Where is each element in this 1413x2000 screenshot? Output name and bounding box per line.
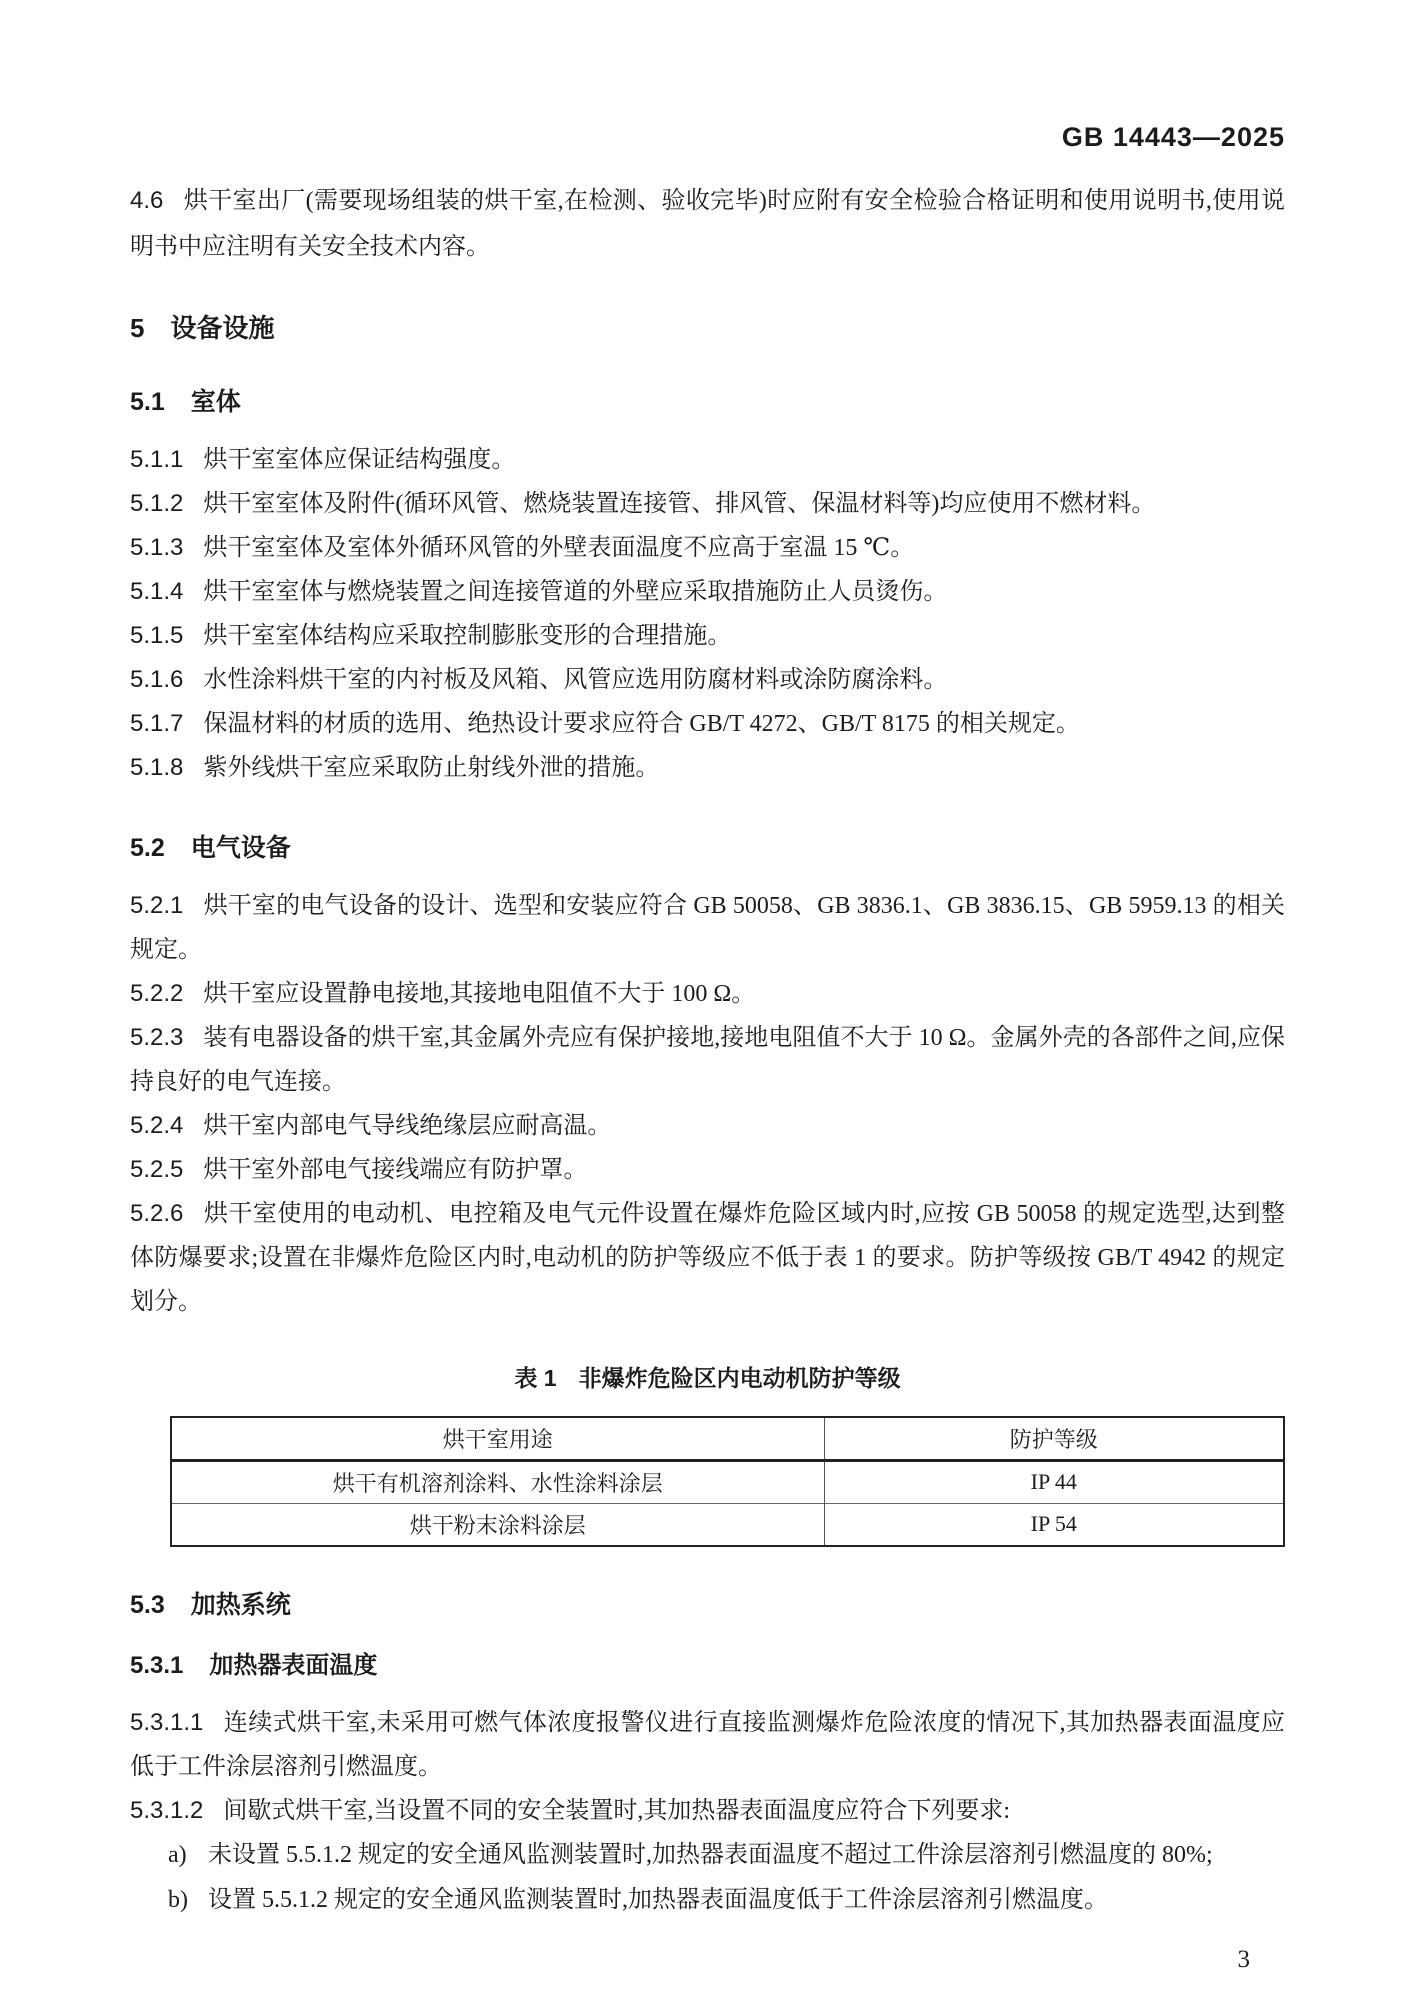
clause-5-1-2-number: 5.1.2: [130, 490, 184, 517]
clause-5-2-4-text: 烘干室内部电气导线绝缘层应耐高温。: [203, 1113, 612, 1139]
section-5-1-title: 室体: [190, 388, 241, 416]
clause-5-1-1: [130, 438, 1285, 482]
section-5-1-clauses: [130, 438, 1285, 790]
clause-4-6: [130, 178, 1285, 270]
section-5-2-heading: [130, 832, 1285, 864]
table-1: [170, 1416, 1285, 1547]
clause-5-2-3-number: 5.2.3: [130, 1024, 184, 1051]
clause-5-2-2: [130, 972, 1285, 1016]
clause-5-2-5: [130, 1148, 1285, 1192]
clause-5-1-2-text: 烘干室室体及附件(循环风管、燃烧装置连接管、排风管、保温材料等)均应使用不燃材料。: [203, 491, 1156, 517]
table-1-header-use: 烘干室用途: [171, 1417, 824, 1460]
clause-4-6-text: 烘干室出厂(需要现场组装的烘干室,在检测、验收完毕)时应附有安全检验合格证明和使用说明书,使用说明书中应注明有关安全技术内容。: [130, 188, 1285, 260]
clause-5-3-1-1-number: 5.3.1.1: [130, 1709, 204, 1736]
clause-5-3-1-1: [130, 1701, 1285, 1789]
clause-5-1-5-number: 5.1.5: [130, 622, 184, 649]
section-5-3-heading: [130, 1589, 1285, 1621]
section-5-3-1-number: 5.3.1: [130, 1652, 184, 1679]
clause-5-2-4-number: 5.2.4: [130, 1112, 184, 1139]
list-item-a-text: 未设置 5.5.1.2 规定的安全通风监测装置时,加热器表面温度不超过工件涂层溶剂引燃温度的 80%;: [208, 1842, 1213, 1868]
table-cell-use: 烘干粉末涂料涂层: [171, 1503, 824, 1546]
section-5-2-title: 电气设备: [190, 834, 291, 862]
table-row: [171, 1460, 1284, 1503]
section-5-title: 设备设施: [170, 313, 275, 343]
clause-5-1-3-number: 5.1.3: [130, 534, 184, 561]
clause-5-2-4: [130, 1104, 1285, 1148]
clause-5-1-4-number: 5.1.4: [130, 578, 184, 605]
clause-5-1-1-text: 烘干室室体应保证结构强度。: [203, 447, 516, 473]
clause-5-2-1-text: 烘干室的电气设备的设计、选型和安装应符合 GB 50058、GB 3836.1、GB 3836.15、GB 5959.13 的相关规定。: [130, 893, 1285, 963]
clause-5-1-5: [130, 614, 1285, 658]
section-5-1-heading: [130, 386, 1285, 418]
clause-5-2-6: [130, 1192, 1285, 1324]
clause-5-1-7: [130, 702, 1285, 746]
clause-5-1-8-number: 5.1.8: [130, 754, 184, 781]
table-1-caption-label: 表 1: [514, 1365, 557, 1391]
standard-code: GB 14443—2025: [1061, 122, 1285, 152]
clause-5-3-1-1-text: 连续式烘干室,未采用可燃气体浓度报警仪进行直接监测爆炸危险浓度的情况下,其加热器表面温度应低于工件涂层溶剂引燃温度。: [130, 1710, 1285, 1780]
section-5-3-1-heading: [130, 1651, 1285, 1681]
clause-5-1-6-number: 5.1.6: [130, 666, 184, 693]
clause-5-2-6-text: 烘干室使用的电动机、电控箱及电气元件设置在爆炸危险区域内时,应按 GB 50058 的规定选型,达到整体防爆要求;设置在非爆炸危险区内时,电动机的防护等级应不低于表 1 的要求。防护等级按 GB/T 4942 的规定划分。: [130, 1201, 1285, 1315]
clause-5-2-3: [130, 1016, 1285, 1104]
table-cell-rating: IP 54: [1030, 1511, 1077, 1537]
clause-5-2-1-number: 5.2.1: [130, 892, 184, 919]
clause-5-3-1-2: [130, 1789, 1285, 1833]
clause-5-2-3-text: 装有电器设备的烘干室,其金属外壳应有保护接地,接地电阻值不大于 10 Ω。金属外壳的各部件之间,应保持良好的电气连接。: [130, 1025, 1285, 1095]
list-item-b: [130, 1878, 1285, 1923]
list-item-a-label: a): [168, 1842, 187, 1868]
page-number: 3: [1237, 1946, 1250, 1973]
clause-5-2-2-number: 5.2.2: [130, 980, 184, 1007]
section-5-3-number: 5.3: [130, 1591, 165, 1619]
clause-5-1-2: [130, 482, 1285, 526]
section-5-3-clauses: [130, 1701, 1285, 1923]
clause-5-1-5-text: 烘干室室体结构应采取控制膨胀变形的合理措施。: [203, 623, 732, 649]
clause-5-1-8-text: 紫外线烘干室应采取防止射线外泄的措施。: [203, 755, 660, 781]
table-1-caption: [130, 1364, 1285, 1392]
section-5-2-number: 5.2: [130, 834, 165, 862]
clause-5-1-3: [130, 526, 1285, 570]
table-cell-rating: IP 44: [1030, 1469, 1077, 1494]
clause-5-1-1-number: 5.1.1: [130, 446, 184, 473]
clause-5-1-6-text: 水性涂料烘干室的内衬板及风箱、风管应选用防腐材料或涂防腐涂料。: [203, 667, 948, 693]
clause-5-1-8: [130, 746, 1285, 790]
clause-5-1-4: [130, 570, 1285, 614]
clause-5-2-1: [130, 884, 1285, 972]
clause-5-1-7-text: 保温材料的材质的选用、绝热设计要求应符合 GB/T 4272、GB/T 8175 的相关规定。: [203, 711, 1080, 737]
clause-5-2-5-text: 烘干室外部电气接线端应有防护罩。: [203, 1157, 588, 1183]
clause-5-3-1-2-text: 间歇式烘干室,当设置不同的安全装置时,其加热器表面温度应符合下列要求:: [223, 1798, 1011, 1824]
section-5-2-clauses: [130, 884, 1285, 1324]
table-1-header-rating: 防护等级: [1009, 1426, 1098, 1452]
list-item-a: [130, 1833, 1285, 1878]
section-5-heading: [130, 312, 1285, 344]
section-5-3-1-title: 加热器表面温度: [209, 1652, 378, 1679]
clause-5-1-4-text: 烘干室室体与燃烧装置之间连接管道的外壁应采取措施防止人员烫伤。: [203, 579, 948, 605]
clause-5-2-5-number: 5.2.5: [130, 1156, 184, 1183]
clause-5-3-1-2-number: 5.3.1.2: [130, 1797, 204, 1824]
list-item-b-label: b): [168, 1887, 188, 1913]
clause-5-1-3-text: 烘干室室体及室体外循环风管的外壁表面温度不应高于室温 15 ℃。: [203, 535, 915, 561]
section-5-1-number: 5.1: [130, 388, 165, 416]
section-5-3-title: 加热系统: [190, 1591, 291, 1619]
table-row: [171, 1503, 1284, 1546]
table-1-caption-title: 非爆炸危险区内电动机防护等级: [578, 1365, 901, 1391]
table-1-header-row: [171, 1417, 1284, 1460]
clause-4-6-number: 4.6: [130, 187, 164, 214]
section-5-number: 5: [130, 313, 145, 343]
clause-5-2-2-text: 烘干室应设置静电接地,其接地电阻值不大于 100 Ω。: [203, 981, 756, 1007]
table-cell-use: 烘干有机溶剂涂料、水性涂料涂层: [171, 1460, 824, 1503]
list-item-b-text: 设置 5.5.1.2 规定的安全通风监测装置时,加热器表面温度低于工件涂层溶剂引燃温度。: [208, 1887, 1108, 1913]
clause-5-3-1-2-list: [130, 1833, 1285, 1923]
clause-5-1-7-number: 5.1.7: [130, 710, 184, 737]
clause-5-2-6-number: 5.2.6: [130, 1200, 184, 1227]
clause-5-1-6: [130, 658, 1285, 702]
